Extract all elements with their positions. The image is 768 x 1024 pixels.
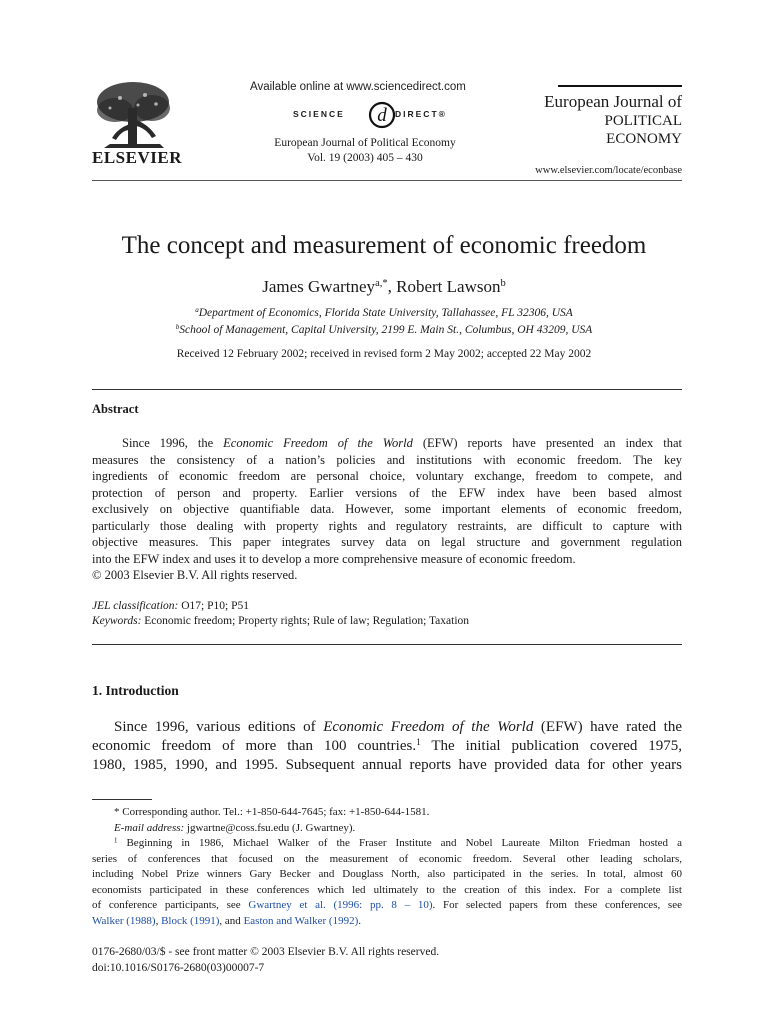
paper-title: The concept and measurement of economic freedom xyxy=(121,232,647,259)
jel-value: O17; P10; P51 xyxy=(178,600,249,612)
svg-text:d: d xyxy=(377,105,387,126)
abstract-bottom-divider xyxy=(92,644,682,645)
introduction-body xyxy=(92,718,682,775)
keywords-value: Economic freedom; Property rights; Rule of law; Regulation; Taxation xyxy=(141,615,470,627)
journal-title-rule xyxy=(558,85,682,87)
affiliation-text: Department of Economics, Florida State University, Tallahassee, FL 32306, USA xyxy=(198,307,573,319)
received-dates: Received 12 February 2002; received in revised form 2 May 2002; accepted 22 May 2002 xyxy=(176,348,592,360)
affiliation-mark: b xyxy=(175,323,180,332)
body-line: economic freedom of more than 100 countries.$^1$ The initial publication covered 1975, xyxy=(92,737,682,754)
journal-title-line-1: European Journal of xyxy=(544,92,682,111)
footnote-line: Walker (1988), Block (1991), and Easton and Walker (1992). xyxy=(92,914,361,927)
abstract-line: measures the consistency of a nation’s policies and institutions with economic freedom. The key xyxy=(92,452,682,467)
abstract-line: objective measures. This paper integrates survey data on legal structure and government regulation xyxy=(92,535,682,549)
citation-link[interactable]: Easton and Walker (1992) xyxy=(243,914,359,927)
affiliation xyxy=(0,307,768,319)
footnote-line: economists participated in these conferences which led ultimately to the creation of this index. For a complete list xyxy=(92,883,682,896)
abstract-heading: Abstract xyxy=(92,402,139,416)
citation-link[interactable]: Block (1991) xyxy=(161,914,220,927)
author-name: Robert Lawson xyxy=(396,277,501,296)
publisher-name: ELSEVIER xyxy=(92,148,182,167)
available-online-text: Available online at www.sciencedirect.com xyxy=(250,81,466,93)
journal-name: European Journal of Political Economy xyxy=(274,137,456,149)
journal-url-link[interactable]: www.elsevier.com/locate/econbase xyxy=(535,165,682,176)
footnote-rule xyxy=(92,799,152,800)
affiliation-mark: a xyxy=(195,306,199,315)
footnote-corresponding: * Corresponding author. Tel.: +1-850-644-7645; fax: +1-850-644-1581. xyxy=(114,806,430,818)
keywords xyxy=(92,615,469,627)
affiliation-text: School of Management, Capital University, 2199 E. Main St., Columbus, OH 43209, USA xyxy=(179,324,593,336)
section-heading: 1. Introduction xyxy=(92,683,179,698)
abstract-line: into the EFW index and uses it to develop a more comprehensive measure of economic freedom. xyxy=(92,551,576,566)
abstract-line: Since 1996, the Economic Freedom of the World (EFW) reports have presented an index that xyxy=(122,436,682,450)
footnote-line: of conference participants, see Gwartney et al. (1996: pp. 8 – 10). For selected papers from these conferences, see xyxy=(92,899,682,911)
sciencedirect-left-text: SCIENCE xyxy=(293,109,345,119)
author-list xyxy=(0,277,768,297)
footnote-line: $^1$ Beginning in 1986, Michael Walker of the Fraser Institute and Nobel Laureate Milton Friedman hosted a xyxy=(114,837,682,849)
jel-classification xyxy=(92,600,249,612)
doi[interactable]: doi:10.1016/S0176-2680(03)00007-7 xyxy=(92,962,265,974)
journal-title-line-2: POLITICAL xyxy=(604,113,682,129)
footnote-ref[interactable]: 1 xyxy=(416,737,421,748)
keywords-label: Keywords: xyxy=(92,615,142,627)
affiliation xyxy=(0,324,768,336)
abstract-top-divider xyxy=(92,389,682,390)
abstract-line: protection of person and property. Earlier versions of the EFW index have been based almost xyxy=(92,485,682,500)
footnote-email: E-mail address: jgwartne@coss.fsu.edu (J. Gwartney). xyxy=(114,821,356,834)
header-divider xyxy=(92,180,682,181)
sciencedirect-right-text: DIRECT® xyxy=(395,109,447,119)
footnote-line: including Nobel Prize winners Gary Becker and Douglass North, also participated in the series. In total, almost 60 xyxy=(92,868,682,880)
front-matter-notice: 0176-2680/03/$ - see front matter © 2003 Elsevier B.V. All rights reserved. xyxy=(92,946,440,958)
abstract-body xyxy=(92,435,682,584)
abstract-line: particularly those dealing with property rights and regulatory restraints, are difficult to capture with xyxy=(92,518,682,533)
author-affiliation-mark: a,* xyxy=(375,278,388,290)
footnote-line: series of conferences that focused on the measurement of economic freedom. Several other leading scholars, xyxy=(92,852,682,865)
journal-title-line-3: ECONOMY xyxy=(606,131,682,147)
citation-link[interactable]: Walker (1988) xyxy=(92,914,156,927)
abstract-line: ingredients of economic freedom are personal choice, voluntary exchange, freedom to compete, and xyxy=(92,469,682,483)
abstract-line: © 2003 Elsevier B.V. All rights reserved. xyxy=(92,568,298,582)
body-line: Since 1996, various editions of Economic Freedom of the World (EFW) have rated the xyxy=(114,719,682,735)
volume-line: Vol. 19 (2003) 405 – 430 xyxy=(307,152,423,164)
elsevier-tree-logo-icon xyxy=(90,80,176,150)
jel-label: JEL classification: xyxy=(92,600,179,612)
body-line: 1980, 1985, 1990, and 1995. Subsequent annual reports have provided data for other years xyxy=(92,757,682,773)
author-affiliation-mark: b xyxy=(500,278,506,290)
abstract-line: exclusively on objective quantifiable data. However, some important elements of economic freedom, xyxy=(92,502,682,516)
footnotes xyxy=(92,805,682,929)
author-name: James Gwartney xyxy=(262,277,376,296)
author-separator: , xyxy=(387,277,397,296)
citation-link[interactable]: Gwartney et al. (1996: pp. 8 – 10) xyxy=(248,899,433,911)
